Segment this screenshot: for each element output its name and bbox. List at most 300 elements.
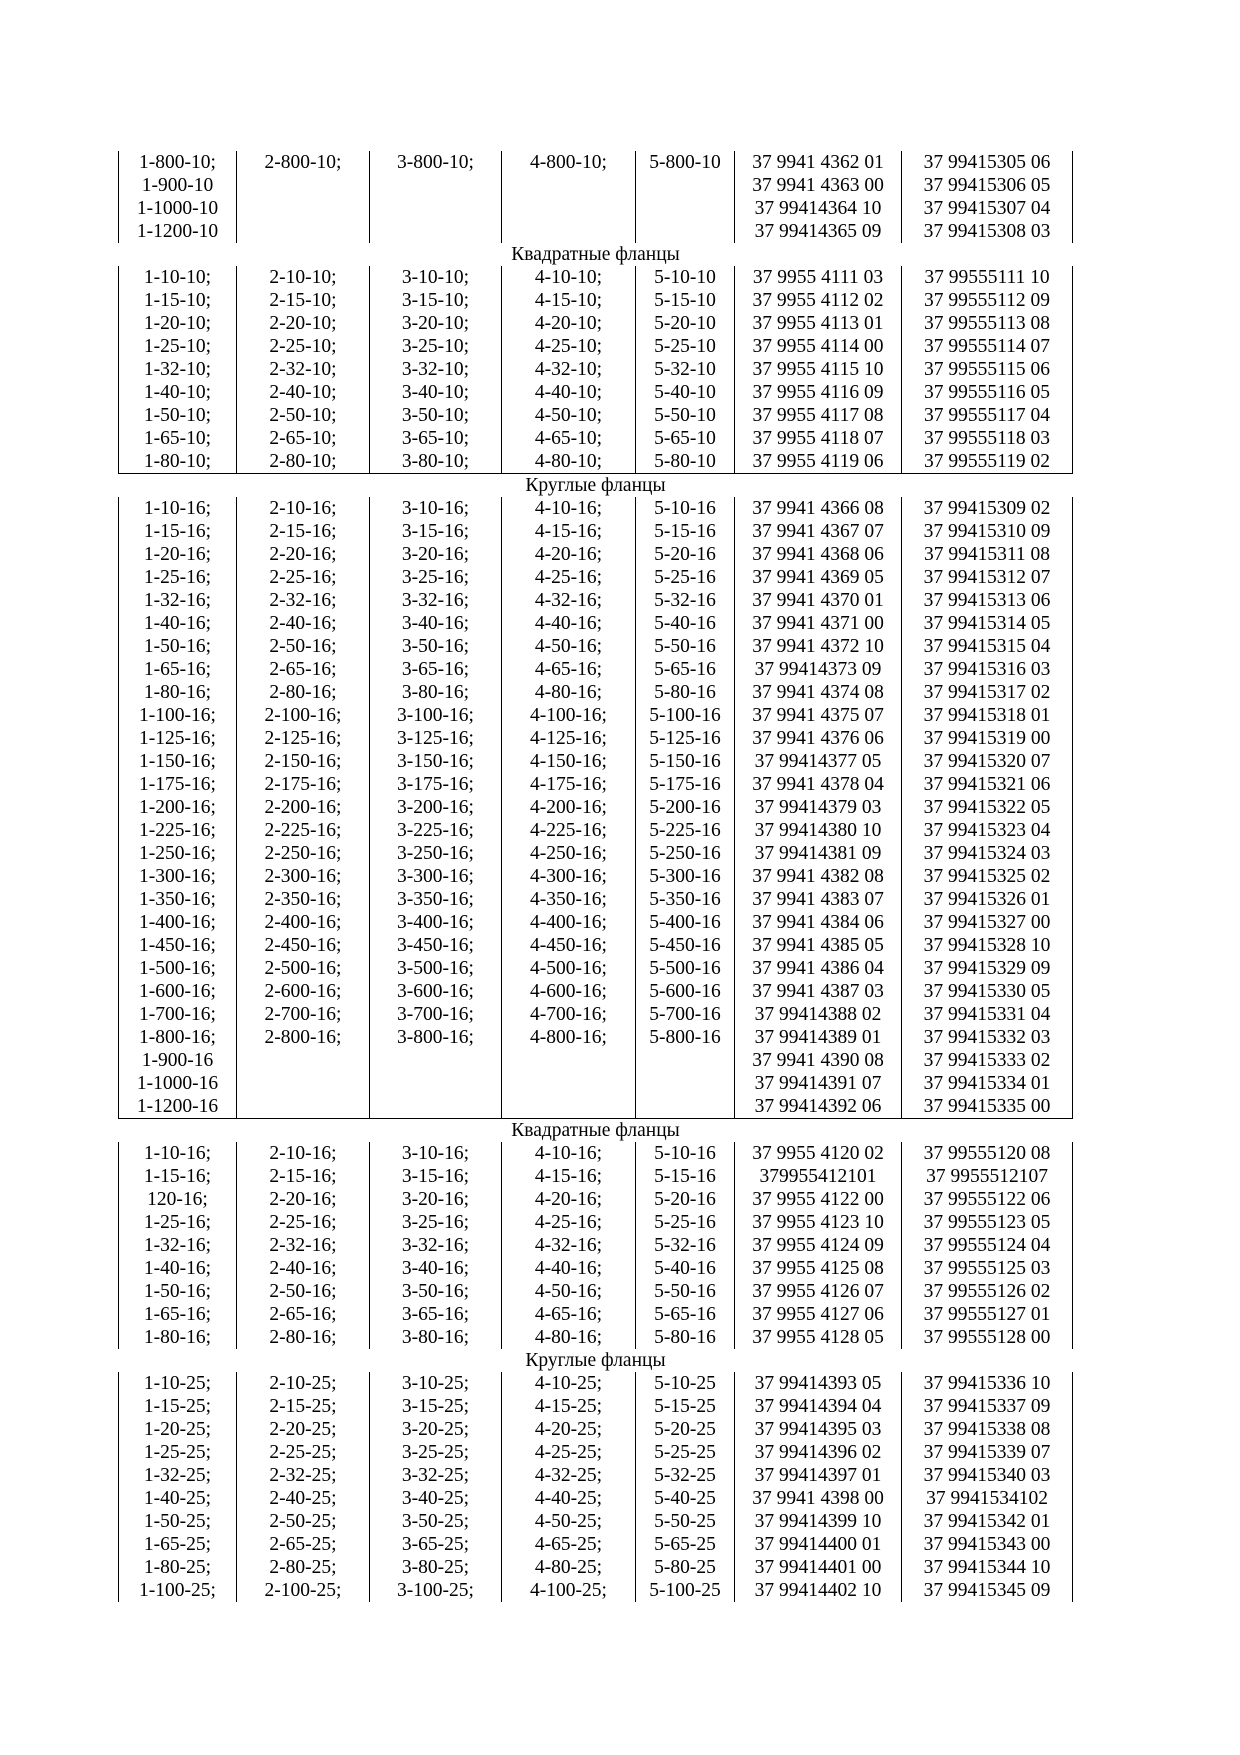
- table-cell: 37 99555119 02: [902, 450, 1073, 474]
- table-cell: 5-32-16: [636, 589, 735, 612]
- table-cell: 1-15-16;: [119, 1165, 237, 1188]
- table-row: [119, 543, 1073, 566]
- table-cell: 37 99414379 03: [735, 796, 902, 819]
- table-cell: 1-1200-16: [119, 1095, 237, 1119]
- table-cell: 37 9955 4122 00: [735, 1188, 902, 1211]
- table-cell: 4-200-16;: [502, 796, 636, 819]
- table-cell: 2-300-16;: [237, 865, 370, 888]
- table-cell: 37 99414396 02: [735, 1441, 902, 1464]
- table-row: [119, 335, 1073, 358]
- table-cell: 1-50-16;: [119, 1280, 237, 1303]
- table-cell: 4-32-25;: [502, 1464, 636, 1487]
- table-cell: [237, 174, 370, 197]
- table-cell: 3-40-25;: [370, 1487, 502, 1510]
- table-cell: 2-600-16;: [237, 980, 370, 1003]
- table-row: [119, 1464, 1073, 1487]
- table-cell: 1-32-10;: [119, 358, 237, 381]
- table-cell: 2-225-16;: [237, 819, 370, 842]
- table-cell: 1-20-10;: [119, 312, 237, 335]
- table-cell: [502, 174, 636, 197]
- table-cell: 37 99414380 10: [735, 819, 902, 842]
- table-row: [119, 796, 1073, 819]
- table-row: [119, 1188, 1073, 1211]
- table-cell: 5-50-25: [636, 1510, 735, 1533]
- table-cell: 3-80-16;: [370, 681, 502, 704]
- table-cell: 2-500-16;: [237, 957, 370, 980]
- table-cell: 2-100-16;: [237, 704, 370, 727]
- table-cell: [370, 1095, 502, 1119]
- table-cell: 5-65-10: [636, 427, 735, 450]
- table-cell: 1-900-10: [119, 174, 237, 197]
- table-cell: 1-15-25;: [119, 1395, 237, 1418]
- table-cell: 37 99415306 05: [902, 174, 1073, 197]
- table-cell: 37 9941 4370 01: [735, 589, 902, 612]
- table-cell: 37 99555128 00: [902, 1326, 1073, 1349]
- table-cell: 37 99415309 02: [902, 497, 1073, 520]
- table-cell: 4-225-16;: [502, 819, 636, 842]
- table-cell: 37 99414365 09: [735, 220, 902, 243]
- table-cell: 5-10-25: [636, 1372, 735, 1395]
- table-row: [119, 1165, 1073, 1188]
- table-cell: 5-50-16: [636, 1280, 735, 1303]
- table-cell: 1-25-16;: [119, 566, 237, 589]
- table-cell: 5-20-16: [636, 1188, 735, 1211]
- table-cell: 3-10-16;: [370, 1142, 502, 1165]
- table-cell: 2-25-16;: [237, 566, 370, 589]
- table-cell: 5-700-16: [636, 1003, 735, 1026]
- table-cell: 5-50-10: [636, 404, 735, 427]
- table-row: [119, 934, 1073, 957]
- table-cell: 4-10-25;: [502, 1372, 636, 1395]
- table-cell: 1-300-16;: [119, 865, 237, 888]
- table-cell: 37 9941 4374 08: [735, 681, 902, 704]
- table-cell: 5-800-16: [636, 1026, 735, 1049]
- table-cell: 37 99415322 05: [902, 796, 1073, 819]
- table-cell: 37 9941 4371 00: [735, 612, 902, 635]
- table-cell: 4-10-16;: [502, 497, 636, 520]
- table-cell: 1-450-16;: [119, 934, 237, 957]
- table-cell: 1-25-16;: [119, 1211, 237, 1234]
- table-cell: 3-40-16;: [370, 612, 502, 635]
- table-cell: 2-450-16;: [237, 934, 370, 957]
- table-cell: 3-65-16;: [370, 658, 502, 681]
- table-cell: 379955412101: [735, 1165, 902, 1188]
- table-cell: 37 9941534102: [902, 1487, 1073, 1510]
- table-cell: 5-32-16: [636, 1234, 735, 1257]
- table-cell: 2-65-16;: [237, 1303, 370, 1326]
- table-row: [119, 727, 1073, 750]
- table-row: [119, 497, 1073, 520]
- table-row: [119, 1441, 1073, 1464]
- table-cell: 1-100-25;: [119, 1579, 237, 1602]
- table-cell: 3-32-10;: [370, 358, 502, 381]
- table-cell: 37 99415323 04: [902, 819, 1073, 842]
- table-cell: 37 99415332 03: [902, 1026, 1073, 1049]
- table-cell: 37 9955512107: [902, 1165, 1073, 1188]
- table-cell: 2-800-16;: [237, 1026, 370, 1049]
- table-cell: 4-100-16;: [502, 704, 636, 727]
- table-cell: 37 99415307 04: [902, 197, 1073, 220]
- table-cell: 1-1200-10: [119, 220, 237, 243]
- table-cell: 37 99415314 05: [902, 612, 1073, 635]
- table-cell: 37 9941 4383 07: [735, 888, 902, 911]
- table-cell: 2-400-16;: [237, 911, 370, 934]
- table-cell: 3-225-16;: [370, 819, 502, 842]
- table-cell: 3-450-16;: [370, 934, 502, 957]
- table-cell: 37 99415337 09: [902, 1395, 1073, 1418]
- table-cell: 3-80-10;: [370, 450, 502, 474]
- table-cell: 1-80-10;: [119, 450, 237, 474]
- table-cell: 3-32-25;: [370, 1464, 502, 1487]
- table-cell: 1-40-16;: [119, 612, 237, 635]
- table-cell: 1-80-16;: [119, 681, 237, 704]
- table-cell: 1-40-16;: [119, 1257, 237, 1280]
- table-cell: 2-350-16;: [237, 888, 370, 911]
- table-cell: 37 9955 4120 02: [735, 1142, 902, 1165]
- table-cell: 4-80-10;: [502, 450, 636, 474]
- table-cell: 37 9955 4116 09: [735, 381, 902, 404]
- table-cell: 37 99415325 02: [902, 865, 1073, 888]
- table-cell: 5-25-16: [636, 1211, 735, 1234]
- table-cell: 37 99555117 04: [902, 404, 1073, 427]
- table-cell: 3-125-16;: [370, 727, 502, 750]
- table-cell: 37 99414364 10: [735, 197, 902, 220]
- table-row: [119, 1418, 1073, 1441]
- flange-code-table: [118, 151, 1073, 1602]
- table-row: [119, 1533, 1073, 1556]
- table-cell: [370, 220, 502, 243]
- table-cell: 1-25-10;: [119, 335, 237, 358]
- table-cell: 5-40-25: [636, 1487, 735, 1510]
- table-cell: 1-32-25;: [119, 1464, 237, 1487]
- table-cell: 4-20-16;: [502, 543, 636, 566]
- section-heading-row: [119, 474, 1073, 498]
- table-cell: 1-500-16;: [119, 957, 237, 980]
- table-cell: 4-65-16;: [502, 658, 636, 681]
- table-cell: 3-100-16;: [370, 704, 502, 727]
- table-cell: 37 99415313 06: [902, 589, 1073, 612]
- section-heading: Круглые фланцы: [525, 1350, 666, 1371]
- table-cell: 5-65-25: [636, 1533, 735, 1556]
- table-cell: 5-100-16: [636, 704, 735, 727]
- table-cell: 1-400-16;: [119, 911, 237, 934]
- table-cell: 3-500-16;: [370, 957, 502, 980]
- table-cell: 37 9941 4387 03: [735, 980, 902, 1003]
- table-cell: 4-700-16;: [502, 1003, 636, 1026]
- table-cell: 37 99555125 03: [902, 1257, 1073, 1280]
- table-cell: 2-20-16;: [237, 1188, 370, 1211]
- table-cell: 1-65-16;: [119, 1303, 237, 1326]
- table-cell: 5-150-16: [636, 750, 735, 773]
- table-cell: 2-50-16;: [237, 1280, 370, 1303]
- table-cell: 37 99415327 00: [902, 911, 1073, 934]
- table-cell: [502, 197, 636, 220]
- table-row: [119, 1303, 1073, 1326]
- table-cell: 37 99415344 10: [902, 1556, 1073, 1579]
- table-cell: 3-400-16;: [370, 911, 502, 934]
- table-cell: 5-32-25: [636, 1464, 735, 1487]
- table-cell: 2-40-25;: [237, 1487, 370, 1510]
- table-cell: 1-225-16;: [119, 819, 237, 842]
- table-cell: 4-100-25;: [502, 1579, 636, 1602]
- table-cell: 37 99414381 09: [735, 842, 902, 865]
- table-row: [119, 1211, 1073, 1234]
- table-cell: 1-25-25;: [119, 1441, 237, 1464]
- table-row: [119, 1234, 1073, 1257]
- table-cell: 37 99415330 05: [902, 980, 1073, 1003]
- table-cell: 2-80-10;: [237, 450, 370, 474]
- table-cell: 2-10-25;: [237, 1372, 370, 1395]
- table-cell: 37 99414377 05: [735, 750, 902, 773]
- table-cell: 2-700-16;: [237, 1003, 370, 1026]
- table-cell: 37 99415329 09: [902, 957, 1073, 980]
- table-cell: 3-100-25;: [370, 1579, 502, 1602]
- table-cell: 4-125-16;: [502, 727, 636, 750]
- table-row: [119, 911, 1073, 934]
- table-cell: 1-65-16;: [119, 658, 237, 681]
- table-cell: 4-32-16;: [502, 589, 636, 612]
- table-row: [119, 1510, 1073, 1533]
- table-cell: 37 99555114 07: [902, 335, 1073, 358]
- table-cell: 1-800-16;: [119, 1026, 237, 1049]
- table-cell: 2-65-25;: [237, 1533, 370, 1556]
- table-cell: 4-80-16;: [502, 1326, 636, 1349]
- table-cell: 37 99555112 09: [902, 289, 1073, 312]
- table-cell: 37 99415320 07: [902, 750, 1073, 773]
- table-cell: 5-80-16: [636, 1326, 735, 1349]
- table-cell: 1-350-16;: [119, 888, 237, 911]
- table-cell: 37 99415338 08: [902, 1418, 1073, 1441]
- table-row: [119, 404, 1073, 427]
- table-cell: 37 99415339 07: [902, 1441, 1073, 1464]
- table-row: [119, 358, 1073, 381]
- table-cell: 3-15-16;: [370, 1165, 502, 1188]
- table-cell: 4-15-25;: [502, 1395, 636, 1418]
- table-cell: 37 99414397 01: [735, 1464, 902, 1487]
- table-cell: 1-125-16;: [119, 727, 237, 750]
- table-cell: 5-40-10: [636, 381, 735, 404]
- table-cell: 2-80-16;: [237, 1326, 370, 1349]
- table-cell: 37 9941 4382 08: [735, 865, 902, 888]
- table-cell: 2-32-16;: [237, 589, 370, 612]
- table-cell: 1-80-25;: [119, 1556, 237, 1579]
- table-cell: 2-15-25;: [237, 1395, 370, 1418]
- table-cell: 4-800-10;: [502, 151, 636, 174]
- table-cell: 37 9941 4386 04: [735, 957, 902, 980]
- table-cell: [237, 1072, 370, 1095]
- table-cell: 2-50-25;: [237, 1510, 370, 1533]
- table-cell: 37 99415305 06: [902, 151, 1073, 174]
- section-heading: Квадратные фланцы: [511, 244, 680, 265]
- section-heading: Квадратные фланцы: [119, 1119, 1073, 1143]
- table-cell: 37 9941 4363 00: [735, 174, 902, 197]
- table-cell: 3-600-16;: [370, 980, 502, 1003]
- table-cell: 37 9955 4124 09: [735, 1234, 902, 1257]
- table-cell: 2-20-10;: [237, 312, 370, 335]
- table-cell: 37 99415308 03: [902, 220, 1073, 243]
- table-cell: 1-10-16;: [119, 497, 237, 520]
- table-row: [119, 865, 1073, 888]
- table-cell: 4-40-16;: [502, 1257, 636, 1280]
- table-cell: 1-100-16;: [119, 704, 237, 727]
- table-cell: 2-32-25;: [237, 1464, 370, 1487]
- table-row: [119, 450, 1073, 474]
- table-cell: 1-1000-16: [119, 1072, 237, 1095]
- table-cell: 5-600-16: [636, 980, 735, 1003]
- table-cell: 37 99555127 01: [902, 1303, 1073, 1326]
- table-cell: 3-200-16;: [370, 796, 502, 819]
- table-row: [119, 842, 1073, 865]
- table-cell: 3-50-16;: [370, 635, 502, 658]
- table-row: [119, 957, 1073, 980]
- table-cell: 37 99555118 03: [902, 427, 1073, 450]
- table-cell: 37 99414393 05: [735, 1372, 902, 1395]
- section-heading-row: [119, 1349, 1073, 1372]
- table-cell: 37 9955 4123 10: [735, 1211, 902, 1234]
- table-cell: 37 99415312 07: [902, 566, 1073, 589]
- table-cell: 4-80-25;: [502, 1556, 636, 1579]
- table-row: [119, 1326, 1073, 1349]
- table-cell: 3-25-16;: [370, 566, 502, 589]
- table-cell: 4-150-16;: [502, 750, 636, 773]
- table-row: [119, 589, 1073, 612]
- table-cell: 2-150-16;: [237, 750, 370, 773]
- table-cell: 1-32-16;: [119, 589, 237, 612]
- table-cell: 5-15-25: [636, 1395, 735, 1418]
- table-cell: 3-20-16;: [370, 543, 502, 566]
- table-cell: 5-25-10: [636, 335, 735, 358]
- table-row: [119, 1395, 1073, 1418]
- table-cell: 2-32-16;: [237, 1234, 370, 1257]
- table-cell: [636, 1095, 735, 1119]
- table-cell: 5-40-16: [636, 1257, 735, 1280]
- table-cell: 37 99415326 01: [902, 888, 1073, 911]
- table-cell: 37 99414402 10: [735, 1579, 902, 1602]
- table-cell: 1-175-16;: [119, 773, 237, 796]
- table-row: [119, 1280, 1073, 1303]
- table-row: [119, 174, 1073, 197]
- table-cell: 5-350-16: [636, 888, 735, 911]
- table-cell: 4-400-16;: [502, 911, 636, 934]
- table-cell: 37 99555123 05: [902, 1211, 1073, 1234]
- table-cell: 5-15-16: [636, 1165, 735, 1188]
- table-cell: 5-250-16: [636, 842, 735, 865]
- table-cell: 5-500-16: [636, 957, 735, 980]
- table-cell: 5-15-16: [636, 520, 735, 543]
- table-cell: 37 9941 4362 01: [735, 151, 902, 174]
- table-row: [119, 888, 1073, 911]
- table-cell: 3-32-16;: [370, 589, 502, 612]
- table-cell: 37 99415318 01: [902, 704, 1073, 727]
- table-cell: 3-25-10;: [370, 335, 502, 358]
- table-cell: 5-20-10: [636, 312, 735, 335]
- table-cell: 5-200-16: [636, 796, 735, 819]
- table-cell: 2-200-16;: [237, 796, 370, 819]
- table-cell: 37 9941 4366 08: [735, 497, 902, 520]
- table-cell: 1-40-10;: [119, 381, 237, 404]
- table-cell: 3-40-10;: [370, 381, 502, 404]
- table-cell: 1-50-16;: [119, 635, 237, 658]
- table-row: [119, 566, 1073, 589]
- table-cell: [237, 220, 370, 243]
- table-cell: 1-65-25;: [119, 1533, 237, 1556]
- table-cell: 2-10-16;: [237, 1142, 370, 1165]
- table-row: [119, 819, 1073, 842]
- table-cell: 4-40-25;: [502, 1487, 636, 1510]
- table-cell: 2-175-16;: [237, 773, 370, 796]
- table-cell: 5-25-16: [636, 566, 735, 589]
- table-row: [119, 1257, 1073, 1280]
- table-cell: 37 99415321 06: [902, 773, 1073, 796]
- table-cell: 3-175-16;: [370, 773, 502, 796]
- table-cell: 37 99415311 08: [902, 543, 1073, 566]
- table-cell: 1-800-10;: [119, 151, 237, 174]
- table-row: [119, 750, 1073, 773]
- table-cell: 37 99415345 09: [902, 1579, 1073, 1602]
- table-cell: 2-25-10;: [237, 335, 370, 358]
- table-cell: 5-32-10: [636, 358, 735, 381]
- table-cell: 4-50-16;: [502, 635, 636, 658]
- table-cell: 4-65-16;: [502, 1303, 636, 1326]
- table-cell: 37 99414389 01: [735, 1026, 902, 1049]
- table-cell: 2-80-16;: [237, 681, 370, 704]
- table-cell: 2-15-10;: [237, 289, 370, 312]
- table-cell: 37 99555111 10: [902, 266, 1073, 289]
- table-cell: 4-175-16;: [502, 773, 636, 796]
- table-cell: 37 9941 4390 08: [735, 1049, 902, 1072]
- table-cell: 1-20-16;: [119, 543, 237, 566]
- table-row: [119, 1372, 1073, 1395]
- table-cell: 2-20-25;: [237, 1418, 370, 1441]
- table-cell: 37 99415333 02: [902, 1049, 1073, 1072]
- table-cell: 3-350-16;: [370, 888, 502, 911]
- table-cell: 3-50-16;: [370, 1280, 502, 1303]
- table-cell: 3-40-16;: [370, 1257, 502, 1280]
- table-row: [119, 1072, 1073, 1095]
- table-cell: 37 9941 4367 07: [735, 520, 902, 543]
- table-row: [119, 1095, 1073, 1119]
- section-heading-row: [119, 1119, 1073, 1143]
- table-cell: 4-15-10;: [502, 289, 636, 312]
- table-cell: 37 9955 4112 02: [735, 289, 902, 312]
- table-cell: 3-25-25;: [370, 1441, 502, 1464]
- table-cell: 37 99414395 03: [735, 1418, 902, 1441]
- table-row: [119, 151, 1073, 174]
- table-cell: 1-15-10;: [119, 289, 237, 312]
- table-cell: 37 9941 4398 00: [735, 1487, 902, 1510]
- table-cell: 2-50-16;: [237, 635, 370, 658]
- table-cell: 4-450-16;: [502, 934, 636, 957]
- table-row: [119, 427, 1073, 450]
- table-cell: 4-20-10;: [502, 312, 636, 335]
- table-cell: [502, 1049, 636, 1072]
- table-cell: 5-100-25: [636, 1579, 735, 1602]
- table-cell: 5-80-25: [636, 1556, 735, 1579]
- table-row: [119, 1556, 1073, 1579]
- table-cell: 37 9955 4118 07: [735, 427, 902, 450]
- table-cell: [636, 220, 735, 243]
- table-cell: 3-32-16;: [370, 1234, 502, 1257]
- table-cell: 37 9955 4125 08: [735, 1257, 902, 1280]
- table-cell: 37 99414392 06: [735, 1095, 902, 1119]
- table-cell: 4-50-25;: [502, 1510, 636, 1533]
- table-row: [119, 312, 1073, 335]
- table-cell: 37 99555126 02: [902, 1280, 1073, 1303]
- table-cell: 1-65-10;: [119, 427, 237, 450]
- table-cell: [370, 1049, 502, 1072]
- table-cell: 37 99555113 08: [902, 312, 1073, 335]
- table-cell: 37 99415335 00: [902, 1095, 1073, 1119]
